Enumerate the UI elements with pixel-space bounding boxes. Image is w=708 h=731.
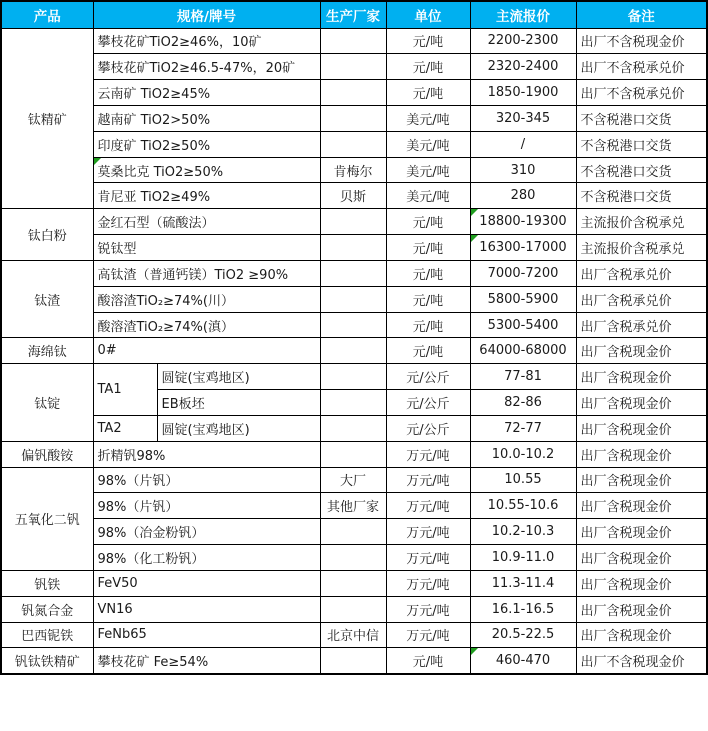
- spec-text: 酸溶渣TiO₂≥74%(川）: [97, 293, 234, 309]
- maker-cell: [320, 183, 386, 209]
- spec-cell: [93, 54, 320, 80]
- note-cell: [576, 519, 707, 545]
- table-row: [1, 545, 707, 571]
- table-row: [1, 570, 707, 596]
- price-text: 20.5-22.5: [491, 627, 555, 643]
- note-text: 出厂含税现金价: [580, 345, 672, 361]
- product-cell: [1, 467, 93, 570]
- note-text: 主流报价含税承兑: [580, 242, 685, 258]
- table-row: [1, 596, 707, 622]
- note-text: 出厂含税现金价: [580, 448, 672, 464]
- maker-cell: [320, 157, 386, 183]
- note-cell: [576, 493, 707, 519]
- price-cell: [470, 54, 576, 80]
- price-cell: [470, 235, 576, 261]
- unit-cell: [386, 519, 470, 545]
- unit-text: 元/吨: [412, 87, 444, 103]
- col-header-unit: 单位: [386, 1, 470, 28]
- unit-text: 万元/吨: [406, 603, 450, 619]
- col-header-price: 主流报价: [470, 1, 576, 28]
- price-text: 64000-68000: [479, 343, 567, 359]
- table-row: [1, 183, 707, 209]
- spec-text: 圆锭(宝鸡地区): [161, 422, 250, 438]
- unit-cell: [386, 131, 470, 157]
- note-text: 出厂含税承兑价: [580, 267, 672, 283]
- unit-cell: [386, 415, 470, 441]
- spec-cell: [93, 622, 320, 648]
- product-cell: [1, 28, 93, 209]
- maker-cell: [320, 596, 386, 622]
- spec-text: 98%（片钒）: [97, 500, 179, 516]
- price-cell: [470, 493, 576, 519]
- spec-text: 98%（冶金粉钒）: [97, 526, 205, 542]
- note-text: 出厂含税现金价: [580, 474, 672, 490]
- unit-text: 元/吨: [412, 216, 444, 232]
- price-cell: [470, 390, 576, 416]
- price-cell: [470, 622, 576, 648]
- spec-text: 98%（片钒）: [97, 474, 179, 490]
- spec-cell: [93, 338, 320, 364]
- product-text: 钛白粉: [27, 229, 67, 245]
- spec-text: 酸溶渣TiO₂≥74%(滇）: [97, 319, 234, 335]
- spec-cell: [157, 390, 320, 416]
- unit-cell: [386, 54, 470, 80]
- spec-cell: [93, 570, 320, 596]
- spec-cell: [93, 157, 320, 183]
- unit-cell: [386, 105, 470, 131]
- note-text: 不含税港口交货: [580, 112, 672, 128]
- product-cell: [1, 441, 93, 467]
- table-body: [1, 28, 707, 674]
- product-cell: [1, 570, 93, 596]
- maker-cell: [320, 467, 386, 493]
- spec-cell: [93, 183, 320, 209]
- spec-text: 印度矿 TiO2≥50%: [97, 138, 211, 154]
- table-row: [1, 493, 707, 519]
- note-text: 出厂含税现金价: [580, 397, 672, 412]
- price-text: 320-345: [495, 110, 551, 126]
- unit-cell: [386, 286, 470, 312]
- price-text: 280: [510, 188, 536, 204]
- excel-error-triangle-icon: [471, 235, 478, 242]
- note-text: 出厂含税现金价: [580, 603, 672, 619]
- maker-text: 贝斯: [339, 190, 366, 206]
- excel-error-triangle-icon: [94, 158, 101, 165]
- unit-cell: [386, 648, 470, 674]
- note-cell: [576, 390, 707, 416]
- spec-text: 越南矿 TiO2>50%: [97, 112, 211, 128]
- unit-cell: [386, 28, 470, 54]
- price-cell: [470, 260, 576, 286]
- unit-text: 万元/吨: [406, 629, 450, 645]
- price-text: 77-81: [504, 369, 542, 385]
- spec-text: 攀枝花矿TiO2≥46%，10矿: [97, 35, 262, 51]
- product-text: 钛渣: [34, 293, 61, 309]
- note-text: 出厂含税现金价: [580, 526, 672, 542]
- col-header-spec: 规格/牌号: [93, 1, 320, 28]
- header-row: [1, 1, 707, 28]
- unit-cell: [386, 312, 470, 338]
- table-row: [1, 648, 707, 674]
- table-row: [1, 286, 707, 312]
- price-cell: [470, 183, 576, 209]
- spec-text: 金红石型（硫酸法）: [97, 216, 215, 232]
- price-text: 11.3-11.4: [491, 575, 555, 591]
- maker-cell: [320, 131, 386, 157]
- spec-cell: [93, 441, 320, 467]
- price-cell: [470, 467, 576, 493]
- note-cell: [576, 105, 707, 131]
- spec-text: EB板坯: [161, 397, 205, 412]
- note-text: 出厂含税现金价: [580, 371, 672, 387]
- spec-cell: [93, 286, 320, 312]
- maker-cell: [320, 209, 386, 235]
- product-cell: [1, 364, 93, 441]
- note-cell: [576, 441, 707, 467]
- spec-cell: [93, 131, 320, 157]
- product-cell: [1, 209, 93, 261]
- spec-cell: [93, 312, 320, 338]
- note-cell: [576, 209, 707, 235]
- product-cell: [1, 622, 93, 648]
- product-text: 钛精矿: [27, 112, 67, 128]
- note-cell: [576, 415, 707, 441]
- note-text: 出厂含税现金价: [580, 551, 672, 567]
- price-cell: [470, 415, 576, 441]
- unit-text: 美元/吨: [406, 190, 450, 206]
- spec-cell: [93, 260, 320, 286]
- maker-cell: [320, 364, 386, 390]
- spec-text: 98%（化工粉钒）: [97, 551, 205, 567]
- unit-text: 美元/吨: [406, 164, 450, 180]
- unit-cell: [386, 364, 470, 390]
- spec-text: 高钛渣（普通钙镁）TiO2 ≥90%: [97, 267, 289, 283]
- unit-cell: [386, 545, 470, 571]
- price-cell: [470, 286, 576, 312]
- price-text: 10.55: [504, 472, 542, 488]
- product-text: 钒氮合金: [21, 603, 74, 619]
- note-text: 出厂含税现金价: [580, 629, 672, 645]
- note-cell: [576, 312, 707, 338]
- unit-text: 元/公斤: [406, 371, 450, 387]
- unit-text: 元/吨: [412, 655, 444, 671]
- table-row: [1, 235, 707, 261]
- unit-text: 万元/吨: [406, 526, 450, 542]
- unit-text: 元/吨: [412, 345, 444, 361]
- maker-cell: [320, 648, 386, 674]
- maker-cell: [320, 105, 386, 131]
- note-text: 出厂含税现金价: [580, 422, 672, 438]
- price-text: 10.2-10.3: [491, 524, 555, 540]
- unit-cell: [386, 235, 470, 261]
- note-text: 不含税港口交货: [580, 138, 672, 154]
- note-cell: [576, 286, 707, 312]
- col-header-note: 备注: [576, 1, 707, 28]
- maker-cell: [320, 28, 386, 54]
- spec-cell: [93, 28, 320, 54]
- spec-text: 云南矿 TiO2≥45%: [97, 87, 211, 103]
- table-row: [1, 364, 707, 390]
- product-text: 钒铁: [34, 577, 61, 593]
- maker-cell: [320, 80, 386, 106]
- unit-text: 元/吨: [412, 35, 444, 51]
- spec-cell: [93, 596, 320, 622]
- note-cell: [576, 648, 707, 674]
- unit-cell: [386, 622, 470, 648]
- unit-text: 万元/吨: [406, 551, 450, 567]
- price-cell: [470, 131, 576, 157]
- spec-text: 锐钛型: [97, 242, 137, 258]
- price-text: 16300-17000: [479, 240, 567, 256]
- spec-cell: [93, 648, 320, 674]
- table-row: [1, 28, 707, 54]
- product-text: 钒钛铁精矿: [14, 655, 80, 671]
- table-row: [1, 157, 707, 183]
- spec-cell: [93, 519, 320, 545]
- maker-cell: [320, 441, 386, 467]
- grade-cell: [93, 364, 157, 416]
- unit-cell: [386, 183, 470, 209]
- note-text: 主流报价含税承兑: [580, 216, 685, 232]
- excel-error-triangle-icon: [471, 648, 478, 655]
- note-cell: [576, 131, 707, 157]
- unit-cell: [386, 467, 470, 493]
- note-cell: [576, 467, 707, 493]
- grade-cell: [93, 415, 157, 441]
- table-row: [1, 338, 707, 364]
- note-text: 出厂含税现金价: [580, 500, 672, 516]
- price-text: 72-77: [504, 420, 542, 436]
- maker-cell: [320, 622, 386, 648]
- unit-text: 美元/吨: [406, 112, 450, 128]
- price-text: 5300-5400: [487, 317, 559, 333]
- note-text: 出厂不含税承兑价: [580, 87, 685, 103]
- unit-cell: [386, 338, 470, 364]
- maker-cell: [320, 338, 386, 364]
- price-cell: [470, 570, 576, 596]
- unit-cell: [386, 570, 470, 596]
- price-cell: [470, 545, 576, 571]
- table-row: [1, 209, 707, 235]
- product-text: 五氧化二钒: [14, 513, 80, 529]
- spec-text: VN16: [97, 601, 133, 617]
- maker-cell: [320, 493, 386, 519]
- price-cell: [470, 338, 576, 364]
- product-text: 海绵钛: [27, 345, 67, 361]
- price-text: /: [520, 136, 526, 152]
- note-cell: [576, 54, 707, 80]
- spec-text: 0#: [97, 343, 117, 359]
- price-text: 2320-2400: [487, 59, 559, 75]
- price-text: 10.55-10.6: [487, 498, 559, 514]
- col-header-product: 产品: [1, 1, 93, 28]
- price-text: 310: [510, 162, 536, 178]
- maker-cell: [320, 286, 386, 312]
- note-cell: [576, 570, 707, 596]
- unit-text: 元/吨: [412, 293, 444, 309]
- table-row: [1, 441, 707, 467]
- spec-text: 攀枝花矿TiO2≥46.5-47%，20矿: [97, 61, 296, 77]
- spec-cell: [93, 235, 320, 261]
- product-text: 巴西铌铁: [21, 629, 74, 645]
- table-row: [1, 131, 707, 157]
- spec-cell: [93, 467, 320, 493]
- grade-text: TA1: [97, 382, 122, 398]
- maker-text: 北京中信: [326, 629, 379, 645]
- unit-cell: [386, 80, 470, 106]
- table-row: [1, 519, 707, 545]
- maker-cell: [320, 260, 386, 286]
- note-text: 出厂不含税现金价: [580, 655, 685, 671]
- note-cell: [576, 260, 707, 286]
- price-text: 82-86: [504, 395, 542, 410]
- maker-cell: [320, 312, 386, 338]
- note-cell: [576, 235, 707, 261]
- spec-text: 圆锭(宝鸡地区): [161, 371, 250, 387]
- price-text: 5800-5900: [487, 291, 559, 307]
- spec-text: 肯尼亚 TiO2≥49%: [97, 190, 211, 206]
- price-text: 16.1-16.5: [491, 601, 555, 617]
- maker-cell: [320, 415, 386, 441]
- spec-text: 莫桑比克 TiO2≥50%: [97, 164, 224, 180]
- note-cell: [576, 80, 707, 106]
- price-cell: [470, 105, 576, 131]
- note-text: 出厂不含税现金价: [580, 35, 685, 51]
- unit-text: 元/吨: [412, 242, 444, 258]
- price-cell: [470, 209, 576, 235]
- price-text: 1850-1900: [487, 85, 559, 101]
- price-cell: [470, 157, 576, 183]
- product-cell: [1, 648, 93, 674]
- maker-cell: [320, 519, 386, 545]
- price-text: 2200-2300: [487, 33, 559, 49]
- price-text: 7000-7200: [487, 265, 559, 281]
- grade-text: TA2: [97, 420, 122, 436]
- note-text: 出厂含税承兑价: [580, 319, 672, 335]
- note-text: 不含税港口交货: [580, 190, 672, 206]
- price-text: 10.0-10.2: [491, 446, 555, 462]
- price-cell: [470, 80, 576, 106]
- col-header-maker: 生产厂家: [320, 1, 386, 28]
- product-text: 钛锭: [34, 397, 61, 412]
- unit-cell: [386, 260, 470, 286]
- unit-cell: [386, 596, 470, 622]
- product-cell: [1, 260, 93, 337]
- note-cell: [576, 157, 707, 183]
- note-cell: [576, 183, 707, 209]
- maker-text: 肯梅尔: [333, 164, 373, 180]
- note-text: 出厂含税承兑价: [580, 293, 672, 309]
- table-row: [1, 415, 707, 441]
- spec-text: FeV50: [97, 575, 138, 591]
- note-cell: [576, 338, 707, 364]
- maker-cell: [320, 235, 386, 261]
- spec-cell: [93, 493, 320, 519]
- table-row: [1, 105, 707, 131]
- price-cell: [470, 519, 576, 545]
- product-cell: [1, 596, 93, 622]
- table-row: [1, 312, 707, 338]
- spec-cell: [93, 545, 320, 571]
- price-cell: [470, 596, 576, 622]
- spec-cell: [157, 364, 320, 390]
- note-text: 出厂不含税承兑价: [580, 61, 685, 77]
- unit-cell: [386, 441, 470, 467]
- maker-text: 其他厂家: [326, 500, 379, 516]
- unit-text: 美元/吨: [406, 138, 450, 154]
- unit-text: 万元/吨: [406, 577, 450, 593]
- unit-cell: [386, 390, 470, 416]
- excel-error-triangle-icon: [471, 209, 478, 216]
- unit-cell: [386, 209, 470, 235]
- price-text: 18800-19300: [479, 214, 567, 230]
- unit-text: 元/公斤: [406, 397, 450, 412]
- unit-text: 元/吨: [412, 319, 444, 335]
- note-cell: [576, 622, 707, 648]
- price-cell: [470, 648, 576, 674]
- unit-text: 万元/吨: [406, 474, 450, 490]
- table-row: [1, 80, 707, 106]
- note-text: 出厂含税现金价: [580, 577, 672, 593]
- maker-cell: [320, 390, 386, 416]
- unit-cell: [386, 157, 470, 183]
- note-cell: [576, 28, 707, 54]
- spec-cell: [93, 105, 320, 131]
- product-cell: [1, 338, 93, 364]
- unit-text: 元/公斤: [406, 422, 450, 438]
- unit-text: 元/吨: [412, 61, 444, 77]
- unit-cell: [386, 493, 470, 519]
- note-cell: [576, 364, 707, 390]
- spec-cell: [157, 415, 320, 441]
- spec-text: 折精钒98%: [97, 448, 166, 464]
- spec-text: 攀枝花矿 Fe≥54%: [97, 655, 209, 671]
- spec-cell: [93, 209, 320, 235]
- table-row: [1, 260, 707, 286]
- price-cell: [470, 364, 576, 390]
- note-cell: [576, 545, 707, 571]
- price-text: 460-470: [495, 653, 551, 669]
- maker-text: 大厂: [339, 474, 366, 490]
- table-row: [1, 54, 707, 80]
- price-cell: [470, 28, 576, 54]
- table-header: [1, 1, 707, 28]
- price-cell: [470, 441, 576, 467]
- table-row: [1, 622, 707, 648]
- maker-cell: [320, 54, 386, 80]
- price-text: 10.9-11.0: [491, 549, 555, 565]
- maker-cell: [320, 545, 386, 571]
- unit-text: 万元/吨: [406, 500, 450, 516]
- price-cell: [470, 312, 576, 338]
- product-text: 偏钒酸铵: [21, 448, 74, 464]
- maker-cell: [320, 570, 386, 596]
- spec-cell: [93, 80, 320, 106]
- note-text: 不含税港口交货: [580, 164, 672, 180]
- unit-text: 万元/吨: [406, 448, 450, 464]
- table-row: [1, 467, 707, 493]
- unit-text: 元/吨: [412, 267, 444, 283]
- spec-text: FeNb65: [97, 627, 147, 643]
- note-cell: [576, 596, 707, 622]
